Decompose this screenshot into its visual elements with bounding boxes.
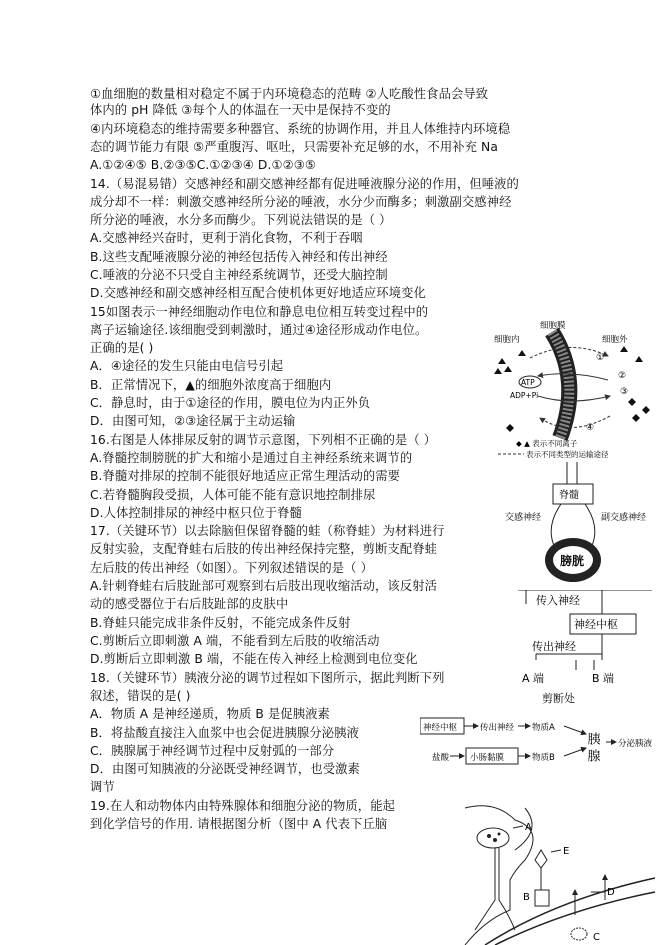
text-line: 17.（关键环节）以去除脑但保留脊髓的蛙（称脊蛙）为材料进行 [90,524,445,538]
afferent-label: 传入神经 [536,594,580,607]
text-line: B．正常情况下，▲的细胞外浓度高于细胞内 [90,378,332,392]
neuroendocrine-figure [455,800,660,945]
legend-ions: ◆ ▲ 表示不同离子 [516,439,578,448]
text-line: C.唾液的分泌不只受自主神经系统调节，还受大脑控制 [90,268,388,282]
text-line: A．④途径的发生只能由电信号引起 [90,359,284,373]
secrete-label: 分泌胰液 [618,739,653,749]
text-line: 到化学信号的作用. 请根据图分析（图中 A 代表下丘脑 [90,817,388,831]
text-line: A.①②④⑤ B.②③⑤C.①②③④ D.①②③⑤ [90,158,316,172]
text-line: 反射实验，支配脊蛙右后肢的传出神经保持完整，剪断支配脊蛙 [90,542,438,556]
text-line: 成分却不一样：刺激交感神经所分泌的唾液，水分少而酶多；刺激副交感神经 [90,195,512,209]
text-line: 所分泌的唾液，水分多而酶少。下列说法错误的是（ ） [90,213,392,227]
text-line: C．胰腺属于神经调节过程中反射弧的一部分 [90,744,335,758]
mucosa-label: 小肠黏膜 [470,753,505,763]
parasympathetic-label: 副交感神经 [601,513,647,523]
bladder-label: 膀胱 [560,554,585,568]
b-end-label: B 端 [592,672,615,685]
text-line: A.脊髓控制膀胱的扩大和缩小是通过自主神经系统来调节的 [90,451,413,465]
ion-transport-figure [490,318,660,460]
inside-label: 细胞内 [494,335,520,345]
text-line: 离子运输途径.该细胞受到刺激时，通过④途径形成动作电位。 [90,323,428,337]
pancreas-regulation-figure [420,712,662,776]
spinal-label: 脊髓 [559,490,579,501]
text-line: D．由图可知，②③途径属于主动运输 [90,414,296,428]
membrane-label: 细胞膜 [540,321,566,331]
efferent-label: 传出神经 [532,640,576,653]
text-line: 调节 [90,780,115,794]
text-line: 19.在人和动物体内由特殊腺体和细胞分泌的物质，能起 [90,799,395,813]
efferent-label: 传出神经 [480,723,515,733]
path-2-label: ② [618,371,627,381]
text-line: A.针刺脊蛙右后肢趾部可观察到右后肢出现收缩活动，该反射活 [90,579,438,593]
text-line: A．物质 A 是神经递质，物质 B 是促胰液素 [90,707,330,721]
substance-b-label: 物质B [532,753,555,763]
adp-label: ADP+Pi [510,391,539,400]
text-line: B.脊蛙只能完成非条件反射，不能完成条件反射 [90,616,351,630]
center-label: 神经中枢 [423,723,458,733]
path-4-label: ④ [586,423,595,433]
label-c: C [593,932,600,943]
label-d: D [607,887,615,898]
text-line: B.这些支配唾液腺分泌的神经包括传入神经和传出神经 [90,250,388,264]
text-line: D.人体控制排尿的神经中枢只位于脊髓 [90,506,302,520]
text-line: B．将盐酸直接注入血浆中也会促进胰腺分泌胰液 [90,726,359,740]
text-line: ①血细胞的数量相对稳定不属于内环境稳态的范畴 ②人吃酸性食品会导致 [90,87,489,101]
text-line: D.交感神经和副交感神经相互配合使机体更好地适应环境变化 [90,286,426,300]
text-line: 左后肢的传出神经（如图）。下列叙述错误的是（ ） [90,561,373,575]
text-line: B.脊髓对排尿的控制不能很好地适应正常生理活动的需要 [90,469,401,483]
label-b: B [523,892,530,903]
legend-paths: 表示不同类型的运输途径 [526,450,609,459]
cut-label: 剪断处 [542,692,575,705]
acid-label: 盐酸 [432,753,450,763]
text-line: 16.右图是人体排尿反射的调节示意图，下列相不正确的是（ ） [90,433,437,447]
hypothalamus-cell [477,828,509,848]
pancreas-label: 胰 腺 [584,732,600,763]
center-label: 神经中枢 [574,618,618,631]
text-line: 15如图表示一神经细胞动作电位和静息电位相互转变过程中的 [90,305,429,319]
text-line: C.剪断后立即刺激 A 端，不能看到左后肢的收缩活动 [90,634,380,648]
text-line: 叙述，错误的是( ) [90,689,191,703]
text-line: D．由图可知胰液的分泌既受神经调节，也受激素 [90,762,360,776]
outside-label: 细胞外 [602,335,628,345]
text-line: C．静息时，由于①途径的作用，膜电位为内正外负 [90,396,371,410]
text-line: 态的调节能力有限 ⑤严重腹泻、呕吐，只需要补充足够的水，不用补充 Na [90,140,498,154]
sympathetic-label: 交感神经 [505,513,542,523]
path-3-label: ③ [620,387,629,397]
text-line: 14.（易混易错）交感神经和副交感神经都有促进唾液腺分泌的作用，但唾液的 [90,177,519,191]
atp-label: ATP [521,378,535,387]
text-line: 正确的是( ) [90,341,154,355]
text-line: ④内环境稳态的维持需要多种器官、系统的协调作用，并且人体维持内环境稳 [90,122,511,136]
target-cell [571,928,587,940]
text-line: 动的感受器位于右后肢趾部的皮肤中 [90,597,289,611]
a-end-label: A 端 [522,672,545,685]
spinal-frog-figure [512,590,662,710]
text-line: C.若脊髓胸段受损，人体可能不能有意识地控制排尿 [90,488,376,502]
text-line: 18.（关键环节）胰液分泌的调节过程如下图所示，据此判断下列 [90,671,445,685]
text-line: A.交感神经兴奋时，更利于消化食物，不利于吞咽 [90,231,363,245]
label-e: E [563,846,570,857]
urination-reflex-figure [505,462,660,590]
label-a: A [525,822,532,833]
substance-a-label: 物质A [532,723,555,733]
path-1-label: ① [596,353,605,363]
text-line: D.剪断后立即刺激 B 端，不能在传入神经上检测到电位变化 [90,652,418,666]
text-line: 体内的 pH 降低 ③每个人的体温在一天中是保持不变的 [90,103,391,117]
